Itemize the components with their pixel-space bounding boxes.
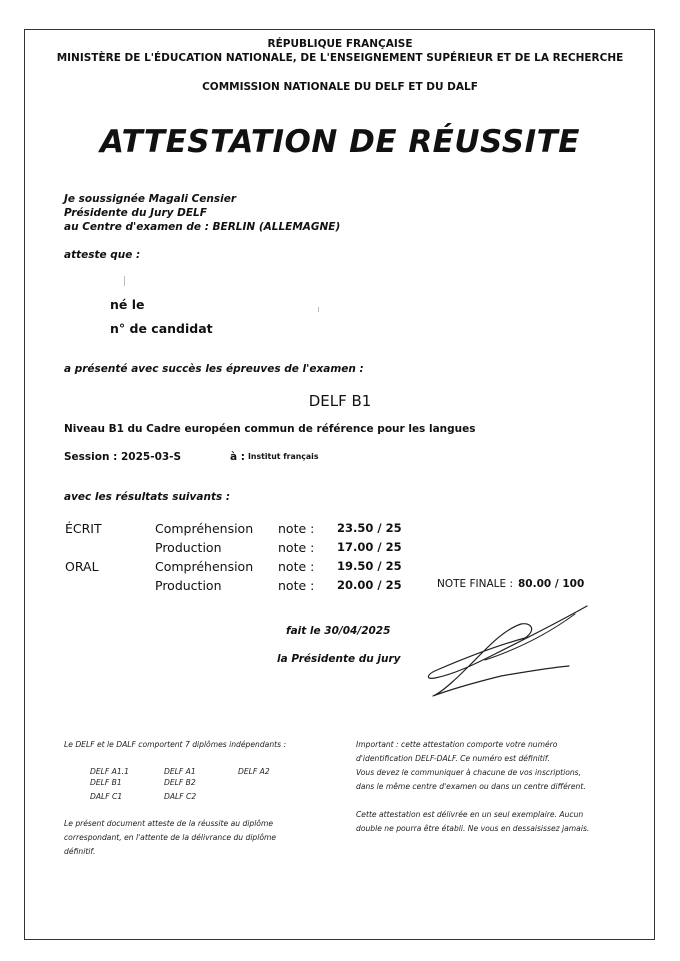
results-intro: avec les résultats suivants : bbox=[64, 491, 231, 503]
important-notice-line1: Important : cette attestation comporte votre numéro bbox=[356, 740, 558, 749]
written-comprehension-label: Compréhension bbox=[155, 521, 254, 536]
attests-label: atteste que : bbox=[64, 249, 141, 261]
written-production-label: Production bbox=[155, 540, 222, 555]
session-at-label: à : bbox=[230, 451, 245, 463]
final-score-value: 80.00 / 100 bbox=[518, 578, 585, 590]
commission-heading: COMMISSION NATIONALE DU DELF ET DU DALF bbox=[202, 81, 478, 93]
level-description: Niveau B1 du Cadre européen commun de référence pour les langues bbox=[64, 423, 476, 435]
oral-section-label: ORAL bbox=[65, 559, 99, 574]
document-title: ATTESTATION DE RÉUSSITE bbox=[100, 124, 580, 160]
single-copy-notice-line1: Cette attestation est délivrée en un seul exemplaire. Aucun bbox=[356, 810, 584, 819]
provisional-note-line1: Le présent document atteste de la réussite au diplôme bbox=[64, 819, 274, 828]
president-label: la Présidente du jury bbox=[277, 653, 401, 665]
note-label: note : bbox=[278, 540, 315, 555]
diploma-b2: DELF B2 bbox=[164, 778, 196, 787]
note-label: note : bbox=[278, 521, 315, 536]
written-comprehension-score: 23.50 / 25 bbox=[337, 521, 402, 535]
exam-center: au Centre d'examen de : BERLIN (ALLEMAGNE) bbox=[64, 221, 341, 233]
signatory-role: Présidente du Jury DELF bbox=[64, 207, 207, 219]
redaction-mark bbox=[124, 276, 125, 286]
single-copy-notice-line2: double ne pourra être établi. Ne vous en dessaisissez jamais. bbox=[356, 824, 590, 833]
provisional-note-line3: définitif. bbox=[64, 847, 96, 856]
document-border bbox=[24, 29, 655, 940]
important-notice-line4: dans le même centre d'examen ou dans un centre différent. bbox=[356, 782, 586, 791]
handwritten-signature bbox=[425, 600, 595, 700]
oral-production-label: Production bbox=[155, 578, 222, 593]
session-label: Session : 2025-03-S bbox=[64, 451, 182, 463]
exam-name: DELF B1 bbox=[308, 392, 372, 410]
birth-date-label: né le bbox=[110, 297, 145, 312]
redaction-mark bbox=[318, 307, 319, 312]
diploma-c2: DALF C2 bbox=[164, 792, 197, 801]
presented-label: a présenté avec succès les épreuves de l'examen : bbox=[64, 363, 364, 375]
candidate-number-label: n° de candidat bbox=[110, 321, 213, 336]
provisional-note-line2: correspondant, en l'attente de la délivrance du diplôme bbox=[64, 833, 277, 842]
note-label: note : bbox=[278, 578, 315, 593]
diploma-c1: DALF C1 bbox=[90, 792, 123, 801]
ministry-heading: MINISTÈRE DE L'ÉDUCATION NATIONALE, DE L'ENSEIGNEMENT SUPÉRIEUR ET DE LA RECHERCHE bbox=[56, 52, 624, 64]
oral-comprehension-score: 19.50 / 25 bbox=[337, 559, 402, 573]
note-label: note : bbox=[278, 559, 315, 574]
important-notice-line3: Vous devez le communiquer à chacune de vos inscriptions, bbox=[356, 768, 582, 777]
diploma-a1: DELF A1 bbox=[164, 767, 196, 776]
oral-production-score: 20.00 / 25 bbox=[337, 578, 402, 592]
final-score-label: NOTE FINALE : bbox=[437, 578, 514, 590]
session-place: Institut français bbox=[248, 452, 319, 461]
diploma-a2: DELF A2 bbox=[238, 767, 270, 776]
oral-comprehension-label: Compréhension bbox=[155, 559, 254, 574]
written-section-label: ÉCRIT bbox=[65, 521, 102, 536]
diploma-b1: DELF B1 bbox=[90, 778, 122, 787]
signatory-name: Je soussignée Magali Censier bbox=[64, 193, 237, 205]
date-of-issue: fait le 30/04/2025 bbox=[286, 625, 391, 637]
important-notice-line2: d'identification DELF-DALF. Ce numéro est définitif. bbox=[356, 754, 550, 763]
diplomas-intro: Le DELF et le DALF comportent 7 diplômes indépendants : bbox=[64, 740, 287, 749]
republic-heading: RÉPUBLIQUE FRANÇAISE bbox=[267, 38, 413, 50]
diploma-a11: DELF A1.1 bbox=[90, 767, 129, 776]
written-production-score: 17.00 / 25 bbox=[337, 540, 402, 554]
